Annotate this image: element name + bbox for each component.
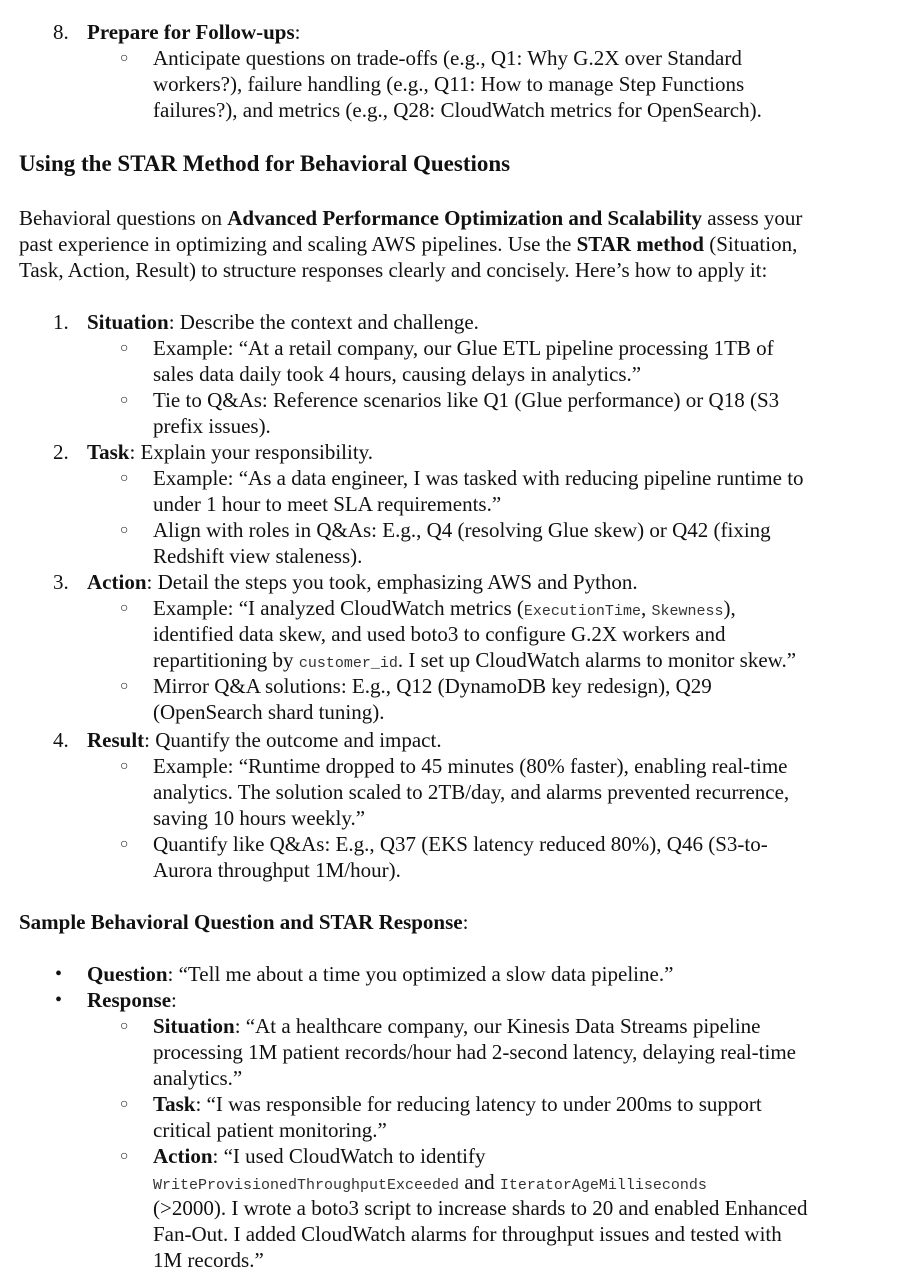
text: : “At a healthcare company, our Kinesis Data Streams pipeline: [234, 1014, 761, 1038]
bullet-text: (>2000). I wrote a boto3 script to increase shards to 20 and enabled Enhanced: [153, 1196, 808, 1220]
step-title: Action: [87, 570, 147, 594]
list-number: 8.: [53, 20, 69, 44]
list-number: 2.: [53, 440, 69, 464]
step-desc: : Detail the steps you took, emphasizing AWS and Python.: [146, 570, 638, 594]
bullet-text: identified data skew, and used boto3 to configure G.2X workers and: [153, 622, 726, 646]
colon: :: [171, 988, 177, 1012]
section-heading: Using the STAR Method for Behavioral Questions: [19, 151, 511, 176]
intro-paragraph-line: Task, Action, Result) to structure responses clearly and concisely. Here’s how to apply it:: [19, 258, 768, 282]
bullet-text: analytics. The solution scaled to 2TB/day, and alarms prevented recurrence,: [153, 780, 790, 804]
bullet-text: Fan-Out. I added CloudWatch alarms for throughput issues and tested with: [153, 1222, 782, 1246]
colon: :: [462, 910, 469, 934]
circle-bullet-icon: ○: [120, 1097, 129, 1112]
code-text: customer_id: [298, 655, 398, 672]
circle-bullet-icon: ○: [120, 51, 129, 66]
text: Example: “I analyzed CloudWatch metrics (: [153, 596, 524, 620]
list-item-heading: [87, 19, 301, 45]
bullet-text: Aurora throughput 1M/hour).: [153, 858, 401, 882]
disc-bullet-icon: •: [55, 989, 63, 1011]
bullet-text: workers?), failure handling (e.g., Q11: How to manage Step Functions: [153, 72, 745, 96]
step-desc: : Quantify the outcome and impact.: [144, 728, 442, 752]
circle-bullet-icon: ○: [120, 523, 129, 538]
text: . I set up CloudWatch alarms to monitor skew.”: [397, 648, 797, 672]
circle-bullet-icon: ○: [120, 341, 129, 356]
question-label: Question: [87, 962, 168, 986]
task-label: Task: [153, 1092, 196, 1116]
step-title: Result: [87, 728, 145, 752]
text: repartitioning by: [153, 648, 299, 672]
prep-title: Prepare for Follow-ups: [87, 20, 295, 44]
bullet-text: Align with roles in Q&As: E.g., Q4 (resolving Glue skew) or Q42 (fixing: [153, 518, 771, 542]
situation-label: Situation: [153, 1014, 235, 1038]
sample-heading: [19, 909, 468, 935]
code-text: WriteProvisionedThroughputExceeded: [153, 1177, 460, 1194]
step-heading: [87, 569, 638, 595]
code-text: ExecutionTime: [523, 603, 641, 620]
bullet-text: Example: “Runtime dropped to 45 minutes (80% faster), enabling real-time: [153, 754, 788, 778]
bullet-text: (OpenSearch shard tuning).: [153, 700, 385, 724]
text: past experience in optimizing and scaling AWS pipelines. Use the: [19, 232, 577, 256]
response-label-line: [87, 987, 177, 1013]
bold-text: Advanced Performance Optimization and Scalability: [227, 206, 703, 230]
list-number: 4.: [53, 728, 69, 752]
code-text: Skewness: [651, 603, 724, 620]
bullet-text: Example: “At a retail company, our Glue ETL pipeline processing 1TB of: [153, 336, 774, 360]
text: and: [459, 1170, 500, 1194]
list-number: 3.: [53, 570, 69, 594]
bullet-text: Anticipate questions on trade-offs (e.g., Q1: Why G.2X over Standard: [153, 46, 742, 70]
bullet-text: critical patient monitoring.”: [153, 1118, 387, 1142]
bullet-text: Mirror Q&A solutions: E.g., Q12 (DynamoDB key redesign), Q29: [153, 674, 712, 698]
bullet-text: under 1 hour to meet SLA requirements.”: [153, 492, 502, 516]
sample-heading-text: Sample Behavioral Question and STAR Response: [19, 910, 463, 934]
circle-bullet-icon: ○: [120, 393, 129, 408]
text: ),: [723, 596, 736, 620]
bullet-text: Quantify like Q&As: E.g., Q37 (EKS latency reduced 80%), Q46 (S3-to-: [153, 832, 768, 856]
circle-bullet-icon: ○: [120, 1019, 129, 1034]
bullet-text: 1M records.”: [153, 1248, 264, 1272]
bullet-text: prefix issues).: [153, 414, 271, 438]
intro-paragraph-line: [19, 231, 797, 257]
response-label: Response: [87, 988, 172, 1012]
circle-bullet-icon: ○: [120, 679, 129, 694]
text: Behavioral questions on: [19, 206, 228, 230]
text: ,: [640, 596, 652, 620]
code-text: IteratorAgeMilliseconds: [499, 1177, 707, 1194]
question-text: : “Tell me about a time you optimized a slow data pipeline.”: [167, 962, 674, 986]
text: assess your: [702, 206, 803, 230]
text: (Situation,: [703, 232, 798, 256]
circle-bullet-icon: ○: [120, 1149, 129, 1164]
bullet-text: analytics.”: [153, 1066, 243, 1090]
step-heading: [87, 309, 479, 335]
text: : “I used CloudWatch to identify: [212, 1144, 486, 1168]
colon: :: [294, 20, 301, 44]
intro-paragraph-line: [19, 205, 802, 231]
step-heading: [87, 727, 442, 753]
bullet-text: sales data daily took 4 hours, causing delays in analytics.”: [153, 362, 642, 386]
action-label: Action: [153, 1144, 213, 1168]
list-number: 1.: [53, 310, 69, 334]
circle-bullet-icon: ○: [120, 471, 129, 486]
bullet-text: processing 1M patient records/hour had 2-second latency, delaying real-time: [153, 1040, 797, 1064]
disc-bullet-icon: •: [55, 963, 63, 985]
question-line: [87, 961, 673, 987]
bullet-text: [153, 1091, 762, 1117]
step-title: Situation: [87, 310, 169, 334]
circle-bullet-icon: ○: [120, 759, 129, 774]
bullet-text: [153, 1143, 486, 1169]
step-heading: [87, 439, 373, 465]
bullet-text: saving 10 hours weekly.”: [153, 806, 366, 830]
bullet-text: Example: “As a data engineer, I was tasked with reducing pipeline runtime to: [153, 466, 804, 490]
step-desc: : Explain your responsibility.: [129, 440, 374, 464]
step-desc: : Describe the context and challenge.: [168, 310, 479, 334]
circle-bullet-icon: ○: [120, 601, 129, 616]
bullet-text: Tie to Q&As: Reference scenarios like Q1 (Glue performance) or Q18 (S3: [153, 388, 780, 412]
step-title: Task: [87, 440, 130, 464]
bold-text: STAR method: [576, 232, 704, 256]
bullet-text: failures?), and metrics (e.g., Q28: CloudWatch metrics for OpenSearch).: [153, 98, 762, 122]
text: : “I was responsible for reducing latency to under 200ms to support: [195, 1092, 762, 1116]
bullet-text: [153, 1013, 761, 1039]
circle-bullet-icon: ○: [120, 837, 129, 852]
bullet-text: Redshift view staleness).: [153, 544, 363, 568]
